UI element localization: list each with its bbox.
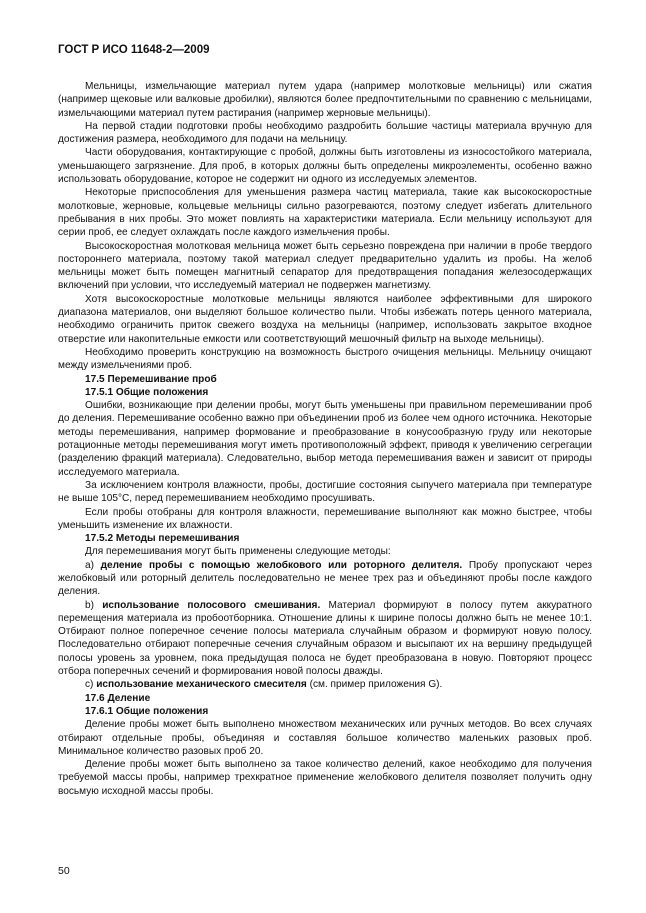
paragraph: Если пробы отобраны для контроля влажности, перемешивание выполняют как можно быстрее, чтобы уменьшить изменение их влажности. (58, 506, 592, 531)
paragraph: За исключением контроля влажности, пробы, достигшие состояния сыпучего материала при температуре не выше 105°С, перед перемешиванием необходимо просушивать. (58, 479, 592, 505)
document-header: ГОСТ Р ИСО 11648-2—2009 (58, 44, 210, 56)
paragraph: Части оборудования, контактирующие с пробой, должны быть изготовлены из износостойкого материала, уменьшающего загрязнение. Для проб, в которых должны быть определены микроэлементы, особенно важно использовать оборудование, которое не содержит ни одного из исследуемых элементов. (58, 147, 592, 186)
method-b (58, 599, 592, 679)
section-heading-17-6-1: 17.6.1 Общие положения (85, 705, 209, 717)
method-a-prefix: а) (85, 559, 101, 571)
paragraph: Ошибки, возникающие при делении пробы, могут быть уменьшены при правильном перемешивании проб до деления. Перемешивание особенно важно при объединении проб из более чем одного источника. Некоторые методы перемешивания, например формование и преобразование в конусообразную груду или некоторые ротационные методы перемешивания могут иметь противоположный эффект, приводя к увеличению сегрегации (разделению фракций материала). Следовательно, выбор метода перемешивания важен и зависит от природы исследуемого материала. (58, 400, 592, 478)
page-number: 50 (58, 865, 70, 877)
paragraph: Высокоскоростная молотковая мельница может быть серьезно повреждена при наличии в пробе твердого постороннего материала, поэтому такой материал следует предварительно удалить из пробы. На желоб мельницы может быть помещен магнитный сепаратор для предотвращения попадания железосодержащих включений при условии, что исследуемый материал не подвержен магнетизму. (58, 240, 592, 292)
method-a-text: Пробу пропускают через желобковый или роторный делитель последовательно не менее трех раз и объединяют пробы после каждого деления. (58, 559, 593, 598)
method-c-prefix: с) (85, 679, 97, 691)
paragraph: Мельницы, измельчающие материал путем удара (например молотковые мельницы) или сжатия (например щековые или валковые дробилки), являются более предпочтительными по сравнению с мельницами, измельчающими материал путем растирания (например жерновые мельницы). (58, 81, 592, 119)
section-heading-17-5-1: 17.5.1 Общие положения (85, 386, 209, 398)
section-heading-17-6: 17.6 Деление (85, 692, 151, 704)
method-b-title: использование полосового смешивания. (102, 599, 321, 611)
method-c (58, 678, 592, 691)
method-b-prefix: b) (85, 599, 103, 611)
paragraph: Необходимо проверить конструкцию на возможность быстрого очищения мельницы. Мельницу очищают между измельчениями проб. (58, 346, 592, 372)
method-b-text: Материал формируют в полосу путем аккуратного перемещения материала из пробоотборника. Отношение длины к ширине полосы должно быть не менее 10:1. Отбирают полное поперечное сечение полосы материала случайным образом и формируют новую полосу. Последовательно отбирают поперечные сечения случайным образом и высыпают их на вершину предыдущей полосы уровень за уровнем, пока предыдущая полоса не будет преобразована в новую. Повторяют процесс отбора поперечных сечений и формирования новой полосы дважды. (58, 599, 592, 678)
paragraph: Деление пробы может быть выполнено за такое количество делений, какое необходимо для получения требуемой массы пробы, например трехкратное применение желобкового делителя позволяет получить одну восьмую исходной массы пробы. (58, 759, 592, 797)
section-heading-17-5-2: 17.5.2 Методы перемешивания (85, 533, 240, 545)
method-a (58, 559, 592, 599)
methods-intro: Для перемешивания могут быть применены следующие методы: (85, 546, 391, 558)
method-a-title: деление пробы с помощью желобкового или роторного делителя. (100, 559, 463, 571)
method-c-title: использование механического смесителя (96, 679, 307, 691)
paragraph: Хотя высокоскоростные молотковые мельницы являются наиболее эффективными для широкого диапазона материалов, они выделяют большое количество пыли. Чтобы избежать потерь ценного материала, необходимо ограничить приток свежего воздуха на мельницы (например, использовать закрытое входное отверстие или накопительные емкости или соответствующий мешочный фильтр на выходе мельницы). (58, 293, 592, 345)
paragraph: Деление пробы может быть выполнено множеством механических или ручных методов. Во всех случаях отбирают отдельные пробы, объединяя и составляя большое количество маленьких разовых проб. Минимальное количество разовых проб 20. (58, 719, 592, 757)
section-heading-17-5: 17.5 Перемешивание проб (85, 373, 217, 385)
method-c-text: (см. пример приложения G). (306, 679, 443, 691)
document-page (58, 44, 592, 798)
paragraph: Некоторые приспособления для уменьшения размера частиц материала, такие как высокоскоростные молотковые, жерновые, кольцевые мельницы сильно разогреваются, поэтому следует избегать длительного пребывания в них пробы. Это может повлиять на характеристики материала. Если мельницу используют для серии проб, ее следует охлаждать после каждого измельчения пробы. (58, 187, 592, 239)
paragraph: На первой стадии подготовки пробы необходимо раздробить большие частицы материала вручную для достижения размера, необходимого для подачи на мельницу. (58, 120, 592, 146)
